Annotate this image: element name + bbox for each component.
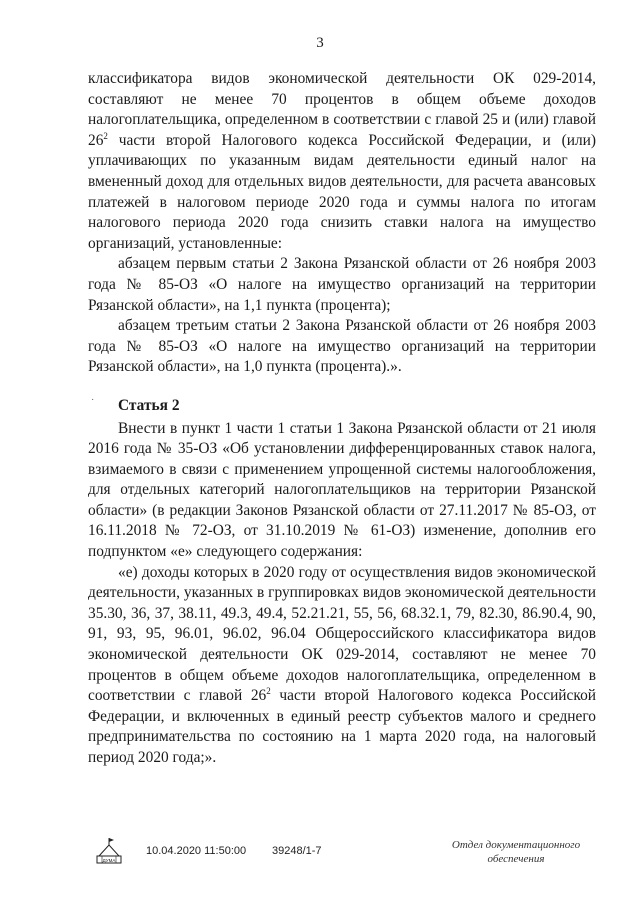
paragraph-subclause-e: «е) доходы которых в 2020 году от осуществления видов экономической деятельности, указанных в группировках видов экономической деятельности 35.30, 36, 37, 38.11, 49.3, 49.4, 52.21.21, 55, 56, 68.32.1, 79, 82.30, 86.90.4, 90, 91, 93, 95, 96.01, 96.02, 96.04 Общероссийского классификатора видов экономической деятельности ОК 029-2014, составляют не менее 70 процентов в общем объеме доходов налогоплательщика, определенном в соответствии с главой $26^2$ части второй Налогового кодекса Российской Федерации, и включенных в единый реестр субъектов малого и среднего предпринимательства по состоянию на 1 марта 2020 года, на налоговый период 2020 года;». xyxy=(88,563,597,766)
registration-timestamp: 10.04.2020 11:50:00 xyxy=(146,845,247,857)
page-number: 3 xyxy=(316,35,324,51)
paragraph-third-clause: абзацем третьим статьи 2 Закона Рязанской области от 26 ноября 2003 года № 85-ОЗ «О налоге на имущество организаций на территории Рязанской области», на 1,0 пункта (процента).». xyxy=(88,317,596,376)
duma-logo-icon xyxy=(94,836,124,866)
paragraph-amendment: Внести в пункт 1 части 1 статьи 1 Закона Рязанской области от 21 июля 2016 года № 35-ОЗ «Об установлении дифференцированных ставок налога, взимаемого в связи с применением упрощенной системы налогообложения, для отдельных категорий налогоплательщиков на территории Рязанской области» (в редакции Законов Рязанской области от 27.11.2017 № 85-ОЗ, от 16.11.2018 № 72-ОЗ, от 31.10.2019 № 61-ОЗ) изменение, дополнив его подпунктом «е» следующего содержания: xyxy=(88,419,596,561)
footer xyxy=(0,828,640,888)
superscript: 2 xyxy=(266,686,271,697)
article-heading: Статья 2 xyxy=(118,396,180,414)
document-body xyxy=(88,69,596,769)
department-stamp: Отдел документационного обеспечения xyxy=(451,839,581,865)
paragraph-first-clause: абзацем первым статьи 2 Закона Рязанской области от 26 ноября 2003 года № 85-ОЗ «О налоге на имущество организаций на территории Рязанской области», на 1,1 пункта (процента); xyxy=(88,255,596,314)
paragraph-continuation: классификатора видов экономической деятельности ОК 029-2014, составляют не менее 70 процентов в общем объеме доходов налогоплательщика, определенном в соответствии с главой 25 и (или) главой $26^2$ части второй Налогового кодекса Российской Федерации, и (или) уплачивающих по указанным видам деятельности единый налог на вмененный доход для отдельных видов деятельности, для расчета авансовых платежей в налоговом периоде 2020 года и суммы налога по итогам налогового периода 2020 года снизить ставки налога на имущество организаций, установленные: xyxy=(88,70,596,252)
registration-number: 39248/1-7 xyxy=(272,845,322,857)
superscript: 2 xyxy=(103,130,108,141)
margin-mark: ˙ xyxy=(91,398,95,409)
svg-text:ДУМА: ДУМА xyxy=(102,857,116,863)
